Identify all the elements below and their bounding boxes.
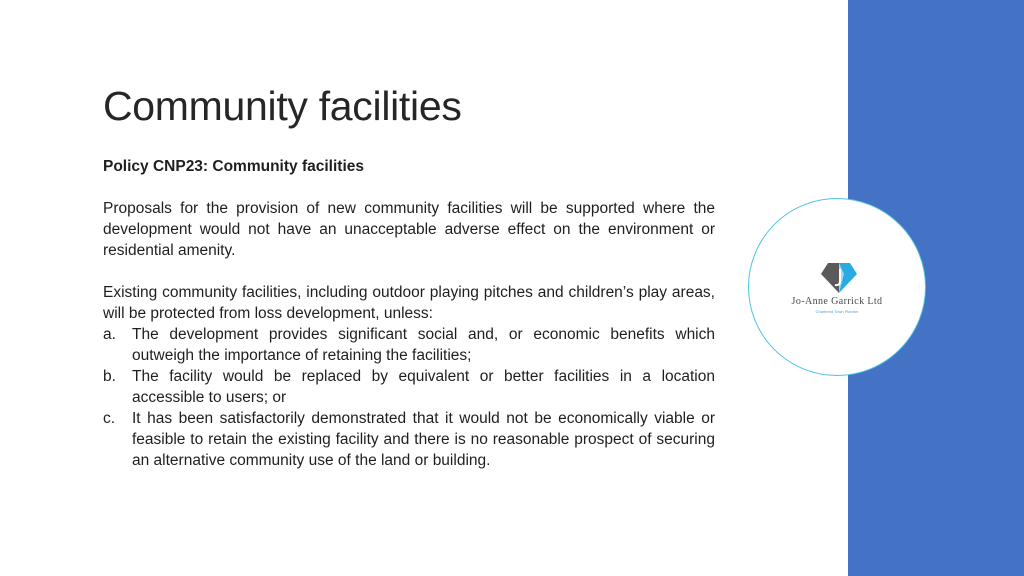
list-marker: a. — [103, 326, 116, 343]
company-name: Jo-Anne Garrick Ltd — [791, 296, 883, 307]
list-marker: b. — [103, 368, 116, 385]
paragraph-new-facilities: Proposals for the provision of new community facilities will be supported where the development would not have an unacceptable adverse effect on the environment or residential amenity. — [103, 200, 715, 259]
list-marker: c. — [103, 410, 116, 427]
slide-title: Community facilities — [103, 83, 462, 129]
policy-heading: Policy CNP23: Community facilities — [103, 158, 364, 175]
list-item-text: It has been satisfactorily demonstrated that it would not be economically viable or feasible to retain the existing facility and there is no reasonable prospect of securing an alternative community use of the land or building. — [132, 410, 715, 469]
company-tagline: Chartered Town Planner — [815, 309, 859, 314]
paragraph-existing-facilities: Existing community facilities, including outdoor playing pitches and children’s play areas, will be protected from loss development, unless: — [103, 284, 715, 322]
list-item — [103, 408, 715, 471]
slide-body — [103, 156, 715, 471]
diamond-logo-icon — [820, 261, 858, 295]
list-item — [103, 324, 715, 366]
list-item-text: The facility would be replaced by equivalent or better facilities in a location accessible to users; or — [132, 368, 715, 406]
company-logo — [748, 198, 926, 376]
list-item — [103, 366, 715, 408]
list-item-text: The development provides significant social and, or economic benefits which outweigh the importance of retaining the facilities; — [132, 326, 715, 364]
conditions-list — [103, 324, 715, 471]
